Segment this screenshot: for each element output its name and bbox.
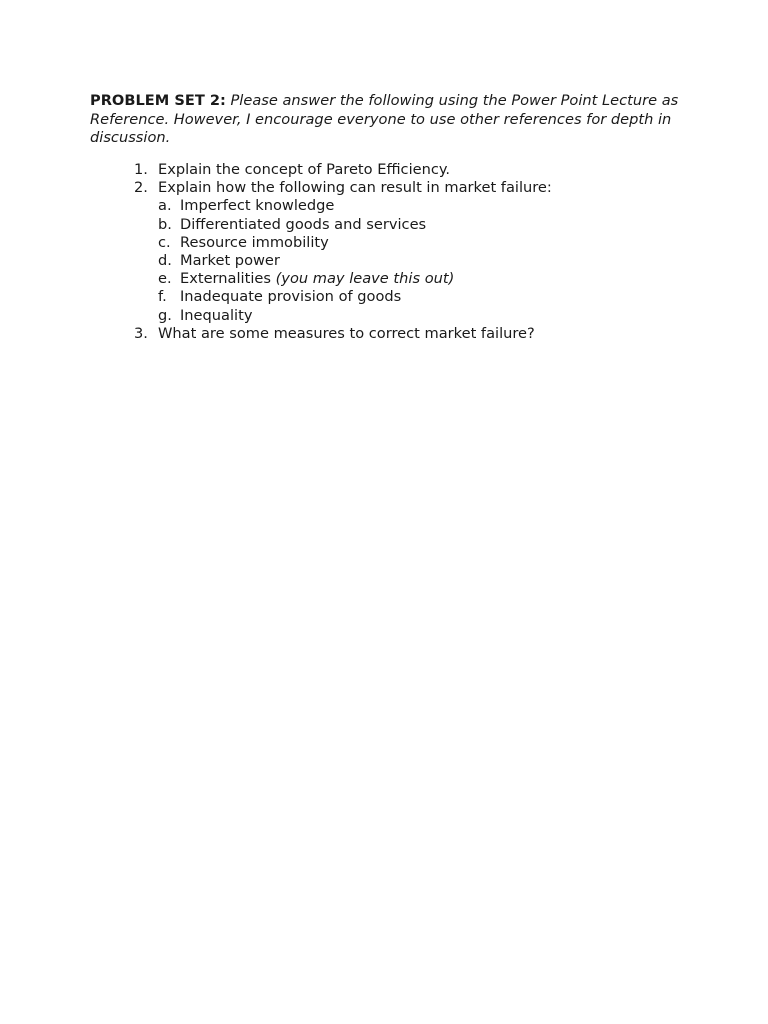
subitem-note: (you may leave this out) <box>275 270 455 288</box>
question-text: Explain the concept of Pareto Efficiency. <box>158 161 451 178</box>
subitem-letter: d. <box>158 251 172 269</box>
subitem-text-wrap <box>180 270 454 289</box>
problem-set-instructions: Please answer the following using the Power Point Lecture as Reference. However, I encourage everyone to use other references for depth in discussion. <box>90 92 679 147</box>
subitem-text: Differentiated goods and services <box>180 215 427 233</box>
problem-set-heading: PROBLEM SET 2: <box>90 92 226 109</box>
question-number: 2. <box>134 179 148 197</box>
problem-set-intro <box>90 92 690 148</box>
subitem-text: Externalities <box>180 270 271 288</box>
subitem-text: Inequality <box>180 306 253 324</box>
subitem-b <box>134 216 694 234</box>
question-text: Explain how the following can result in market failure: <box>158 179 552 197</box>
question-list <box>134 161 694 343</box>
subitem-a <box>134 197 694 215</box>
subitem-c <box>134 234 694 252</box>
subitem-text: Inadequate provision of goods <box>180 288 402 306</box>
question-item-2 <box>134 179 694 197</box>
subitem-g <box>134 307 694 325</box>
subitem-letter: f. <box>158 288 167 306</box>
subitem-e <box>134 270 694 288</box>
subitem-text: Resource immobility <box>180 233 329 251</box>
question-item-3 <box>134 325 694 343</box>
question-number: 1. <box>134 161 148 178</box>
subitem-letter: b. <box>158 215 172 233</box>
subitem-f <box>134 288 694 306</box>
subitem-letter: a. <box>158 197 172 215</box>
subitem-letter: e. <box>158 270 172 288</box>
question-item-1 <box>134 161 694 179</box>
subitem-text: Market power <box>180 251 280 269</box>
question-text: What are some measures to correct market failure? <box>158 324 535 342</box>
subitem-d <box>134 252 694 270</box>
subitem-letter: c. <box>158 233 171 251</box>
subitem-letter: g. <box>158 306 172 324</box>
question-number: 3. <box>134 324 148 342</box>
subitem-text: Imperfect knowledge <box>180 197 335 215</box>
